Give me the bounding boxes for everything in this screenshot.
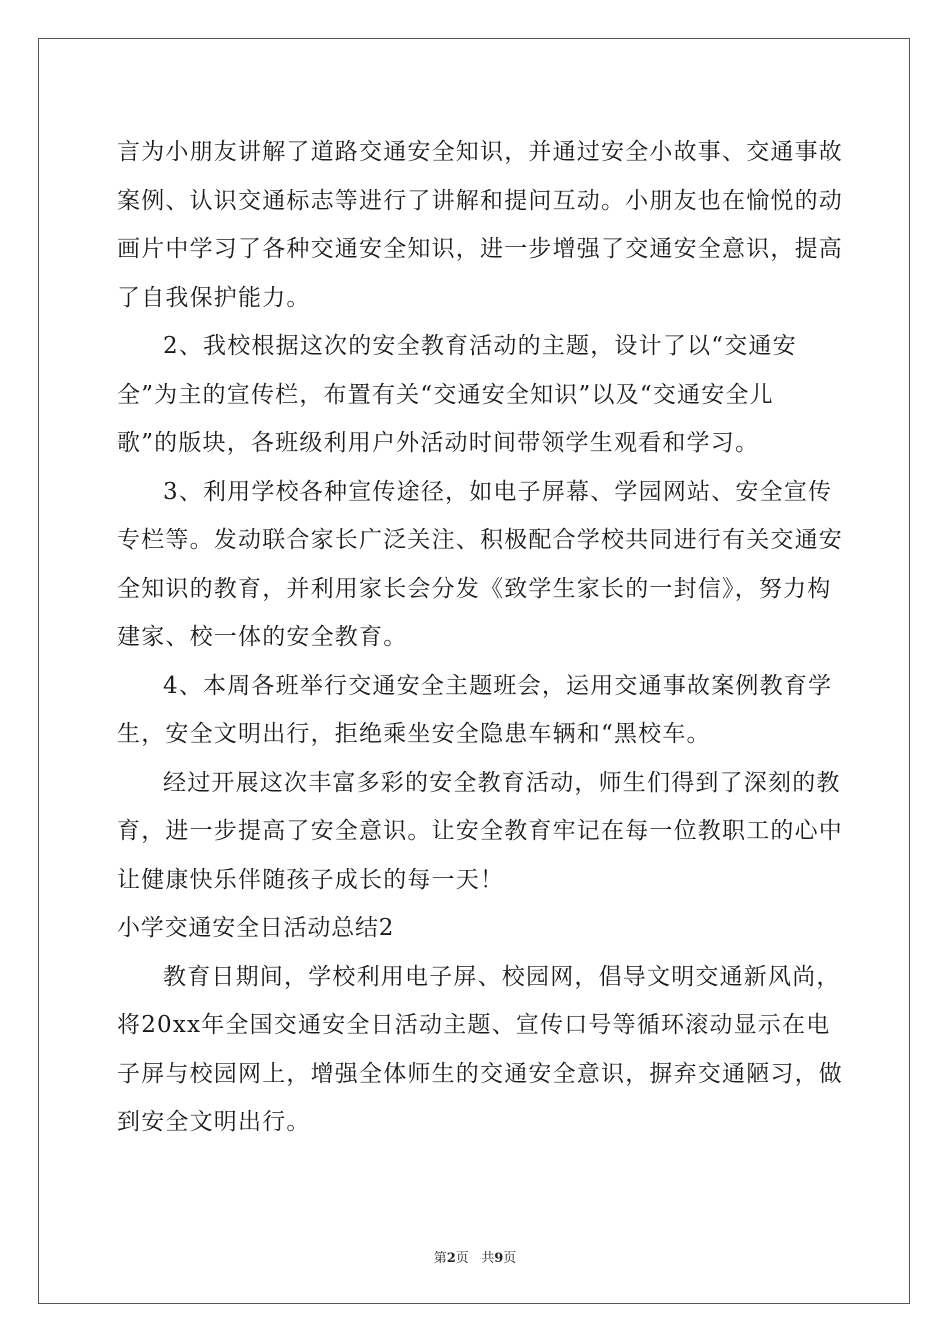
total-prefix: 共	[481, 1251, 495, 1266]
total-suffix: 页	[503, 1251, 517, 1266]
page-suffix: 页	[455, 1251, 469, 1266]
text-line: 经过开展这次丰富多彩的安全教育活动，师生们得到了深刻的教	[163, 769, 841, 796]
text-line: 了自我保护能力。	[117, 284, 311, 311]
text-line: 全”为主的宣传栏，布置有关“交通安全知识”以及“交通安全儿	[117, 381, 774, 408]
document-body	[117, 128, 843, 1147]
current-page-number: 2	[446, 1251, 456, 1266]
text-line: 生，安全文明出行，拒绝乘坐安全隐患车辆和“黑校车。	[117, 721, 711, 747]
text-line: 将20xx年全国交通安全日活动主题、宣传口号等循环滚动显示在电	[117, 1012, 831, 1038]
section-heading: 小学交通安全日活动总结2	[117, 915, 395, 941]
total-page-number: 9	[494, 1251, 504, 1266]
text-line: 2、我校根据这次的安全教育活动的主题，设计了以“交通安	[163, 333, 797, 359]
text-line: 让健康快乐伴随孩子成长的每一天！	[117, 866, 505, 893]
text-line: 教育日期间，学校利用电子屏、校园网，倡导文明交通新风尚，	[163, 963, 841, 990]
text-line: 歌”的版块，各班级利用户外活动时间带领学生观看和学习。	[117, 430, 760, 456]
text-line: 子屏与校园网上，增强全体师生的交通安全意识，摒弃交通陋习，做	[117, 1060, 843, 1087]
page-prefix: 第	[433, 1251, 447, 1266]
text-line: 专栏等。发动联合家长广泛关注、积极配合学校共同进行有关交通安	[117, 527, 843, 553]
text-line: 4、本周各班举行交通安全主题班会，运用交通事故案例教育学	[163, 672, 833, 699]
text-line: 到安全文明出行。	[117, 1109, 311, 1135]
text-line: 育，进一步提高了安全意识。让安全教育牢记在每一位教职工的心中	[117, 818, 843, 844]
text-line: 建家、校一体的安全教育。	[117, 624, 408, 650]
text-line: 言为小朋友讲解了道路交通安全知识，并通过安全小故事、交通事故	[117, 139, 843, 165]
text-line: 全知识的教育，并利用家长会分发《致学生家长的一封信》，努力构	[117, 575, 832, 602]
text-line: 画片中学习了各种交通安全知识，进一步增强了交通安全意识，提高	[117, 236, 843, 262]
text-line: 案例、认识交通标志等进行了讲解和提问互动。小朋友也在愉悦的动	[117, 187, 843, 214]
text-line: 3、利用学校各种宣传途径，如电子屏幕、学园网站、安全宣传	[163, 478, 833, 505]
page-footer	[0, 1247, 950, 1266]
